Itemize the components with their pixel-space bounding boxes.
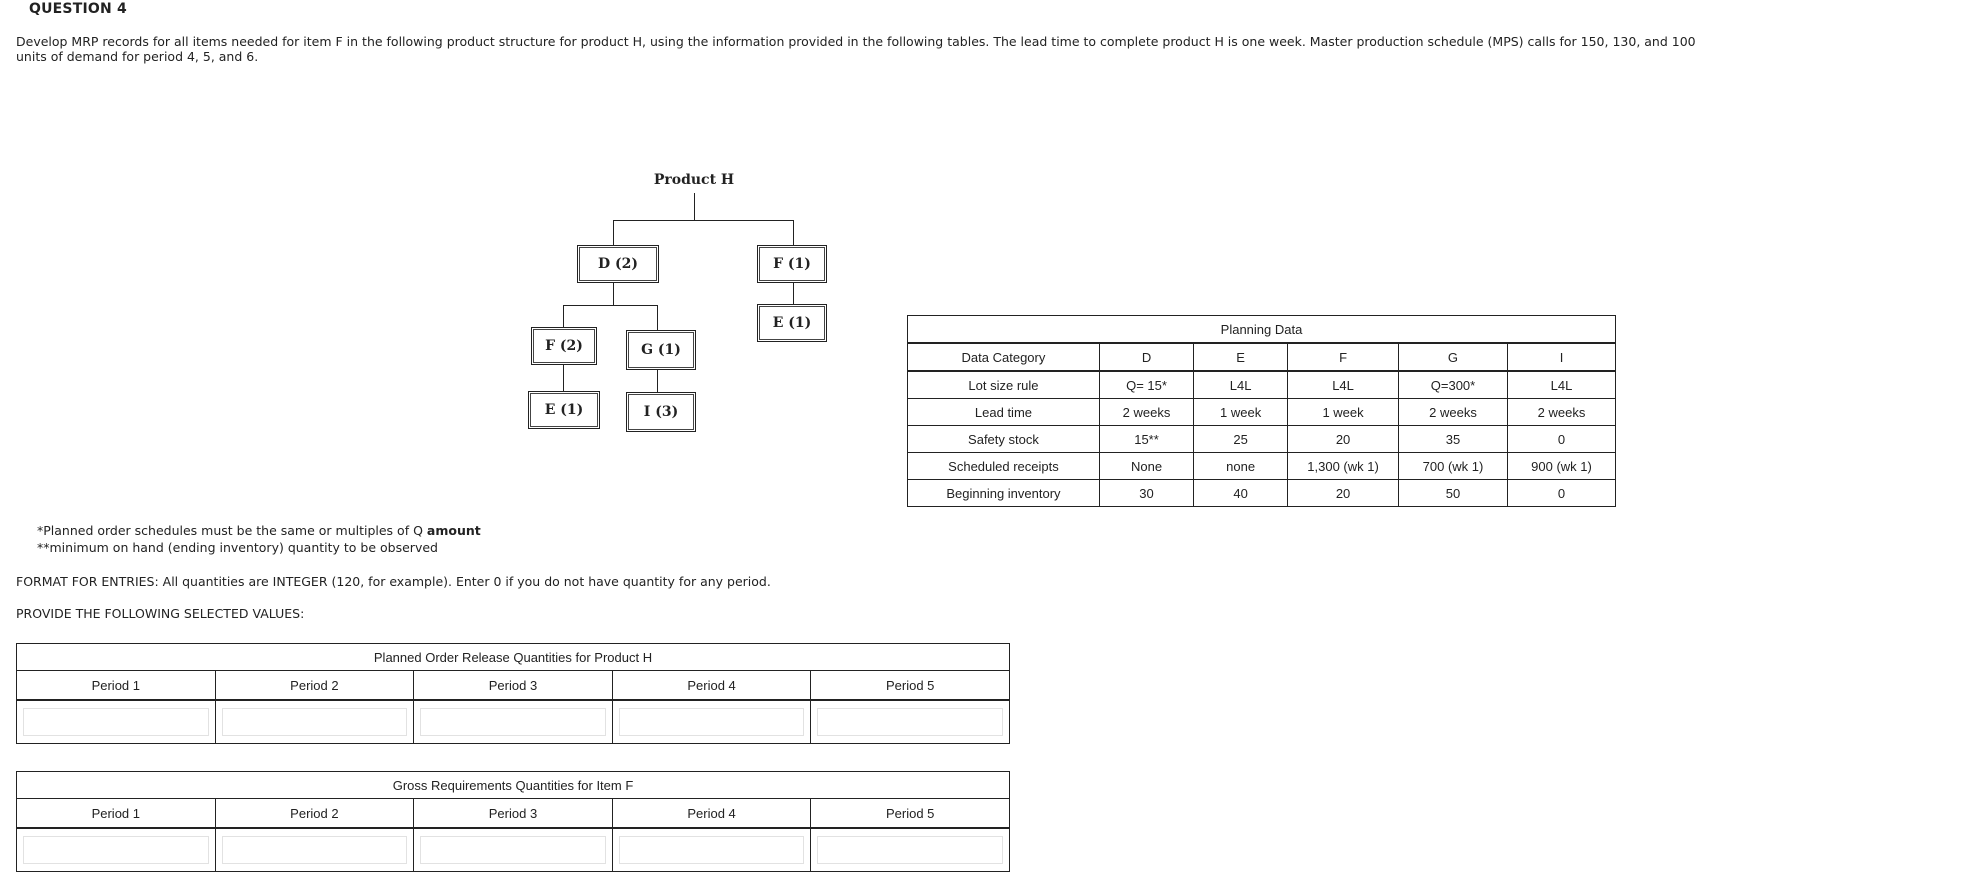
- release-period-5-input[interactable]: [817, 708, 1003, 736]
- cell: Q= 15*: [1099, 371, 1193, 399]
- cell: 50: [1398, 480, 1507, 507]
- period-header: Period 4: [612, 799, 811, 829]
- gross-period-5-input[interactable]: [817, 836, 1003, 864]
- tree-node-i: I (3): [626, 392, 696, 432]
- period-header: Period 4: [612, 671, 811, 701]
- tree-root-product-h: Product H: [653, 172, 735, 188]
- cell: None: [1099, 453, 1193, 480]
- footnote-bold: amount: [426, 523, 481, 538]
- cell: 15**: [1099, 426, 1193, 453]
- header-data-category: Data Category: [908, 343, 1100, 371]
- row-label: Beginning inventory: [908, 480, 1100, 507]
- table-row: [908, 371, 1616, 399]
- cell: 35: [1398, 426, 1507, 453]
- tree-node-e-left: E (1): [528, 391, 600, 429]
- gross-period-3-input[interactable]: [420, 836, 606, 864]
- tree-node-f-top: F (1): [757, 245, 827, 283]
- release-period-3-input[interactable]: [420, 708, 606, 736]
- release-period-2-input[interactable]: [222, 708, 408, 736]
- cell: L4L: [1194, 371, 1288, 399]
- table-caption: Gross Requirements Quantities for Item F: [17, 772, 1010, 799]
- row-label: Scheduled receipts: [908, 453, 1100, 480]
- table-row: [908, 480, 1616, 507]
- row-label: Lot size rule: [908, 371, 1100, 399]
- input-cell: [17, 700, 216, 744]
- header-g: G: [1398, 343, 1507, 371]
- period-header: Period 3: [414, 799, 613, 829]
- gross-period-1-input[interactable]: [23, 836, 209, 864]
- header-e: E: [1194, 343, 1288, 371]
- row-label: Lead time: [908, 399, 1100, 426]
- planning-data-table: [907, 315, 1616, 507]
- cell: 20: [1288, 480, 1399, 507]
- period-header: Period 2: [215, 671, 414, 701]
- input-cell: [215, 828, 414, 872]
- question-title: QUESTION 4: [29, 1, 127, 17]
- table-caption: Planned Order Release Quantities for Product H: [17, 644, 1010, 671]
- cell: L4L: [1508, 371, 1616, 399]
- cell: 1 week: [1288, 399, 1399, 426]
- cell: 0: [1508, 426, 1616, 453]
- gross-period-4-input[interactable]: [619, 836, 805, 864]
- planned-order-release-table: [16, 643, 1010, 744]
- cell: 30: [1099, 480, 1193, 507]
- tree-node-e-right: E (1): [757, 304, 827, 342]
- cell: 0: [1508, 480, 1616, 507]
- format-instructions: FORMAT FOR ENTRIES: All quantities are INTEGER (120, for example). Enter 0 if you do not have quantity for any period.: [16, 574, 771, 589]
- footnote-lot-size: [37, 522, 481, 539]
- period-header: Period 5: [811, 671, 1010, 701]
- cell: 1,300 (wk 1): [1288, 453, 1399, 480]
- period-header: Period 3: [414, 671, 613, 701]
- header-i: I: [1508, 343, 1616, 371]
- input-cell: [811, 828, 1010, 872]
- cell: 900 (wk 1): [1508, 453, 1616, 480]
- question-text: Develop MRP records for all items needed for item F in the following product structure for product H, using the information provided in the following tables. The lead time to complete product H is one week. Master production schedule (MPS) calls for 150, 130, and 100 units of demand for period 4, 5, and 6.: [16, 34, 1696, 64]
- cell: none: [1194, 453, 1288, 480]
- release-period-1-input[interactable]: [23, 708, 209, 736]
- input-cell: [215, 700, 414, 744]
- cell: 20: [1288, 426, 1399, 453]
- gross-period-2-input[interactable]: [222, 836, 408, 864]
- input-cell: [414, 828, 613, 872]
- period-header: Period 2: [215, 799, 414, 829]
- cell: 25: [1194, 426, 1288, 453]
- input-cell: [17, 828, 216, 872]
- table-row: [908, 453, 1616, 480]
- period-header: Period 1: [17, 671, 216, 701]
- cell: 40: [1194, 480, 1288, 507]
- period-header: Period 1: [17, 799, 216, 829]
- footnote-text: *Planned order schedules must be the same or multiples of Q: [37, 523, 427, 538]
- cell: 2 weeks: [1398, 399, 1507, 426]
- header-d: D: [1099, 343, 1193, 371]
- cell: 700 (wk 1): [1398, 453, 1507, 480]
- provide-values-heading: PROVIDE THE FOLLOWING SELECTED VALUES:: [16, 606, 305, 621]
- input-cell: [811, 700, 1010, 744]
- footnote-safety-stock: **minimum on hand (ending inventory) quantity to be observed: [37, 540, 438, 555]
- tree-node-f-child: F (2): [531, 327, 597, 365]
- input-cell: [414, 700, 613, 744]
- cell: Q=300*: [1398, 371, 1507, 399]
- release-period-4-input[interactable]: [619, 708, 805, 736]
- cell: 1 week: [1194, 399, 1288, 426]
- table-row: [908, 426, 1616, 453]
- table-row: [908, 399, 1616, 426]
- tree-node-d: D (2): [577, 245, 659, 283]
- cell: 2 weeks: [1508, 399, 1616, 426]
- input-cell: [612, 700, 811, 744]
- cell: L4L: [1288, 371, 1399, 399]
- planning-data-title: Planning Data: [908, 316, 1616, 344]
- header-f: F: [1288, 343, 1399, 371]
- footnotes: [37, 522, 481, 556]
- period-header: Period 5: [811, 799, 1010, 829]
- gross-requirements-table: [16, 771, 1010, 872]
- cell: 2 weeks: [1099, 399, 1193, 426]
- row-label: Safety stock: [908, 426, 1100, 453]
- input-cell: [612, 828, 811, 872]
- tree-node-g: G (1): [626, 330, 696, 370]
